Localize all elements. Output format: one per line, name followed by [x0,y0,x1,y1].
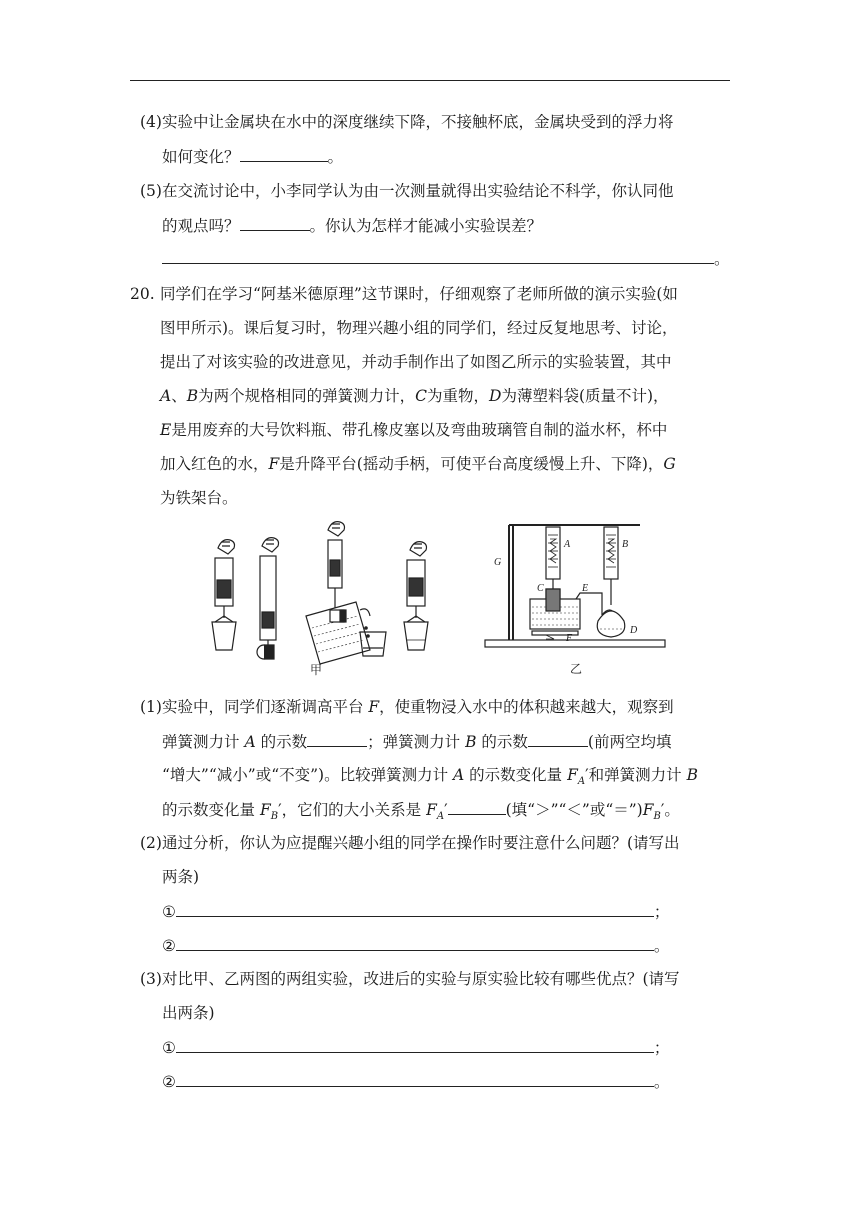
answer-blank[interactable] [176,935,654,951]
answer-blank[interactable] [528,731,588,747]
answer-blank[interactable] [307,731,367,747]
q20-part2-answer1: ① ； [162,903,670,921]
hand-icon [410,542,427,556]
q20-stem-line4: A、B为两个规格相同的弹簧测力计，C为重物，D为薄塑料袋(质量不计)， [160,387,669,405]
label-G: G [494,557,502,568]
label-C: C [537,583,544,594]
q20-stem-line6: 加入红色的水，F是升降平台(摇动手柄，可使平台高度缓慢上升、下降)，G [160,455,676,473]
q20-part1-line1: (1)实验中，同学们逐渐调高平台 F，使重物浸入水中的体积越来越大，观察到 [140,698,674,716]
answer-blank[interactable] [240,146,328,162]
q19-part4-line2: 如何变化？ 。 [162,148,344,166]
q20-stem-line3: 提出了对该实验的改进意见，并动手制作出了如图乙所示的实验装置，其中 [160,353,672,371]
q20-part2-line2: 两条) [162,868,200,886]
q19-part5-line2: 的观点吗？ 。你认为怎样才能减小实验误差？ [162,217,543,235]
q20-stem-line1: 同学们在学习“阿基米德原理”这节课时，仔细观察了老师所做的演示实验(如 [160,285,678,303]
answer-blank[interactable] [240,215,310,231]
q20-part1-line4: 的示数变化量 $F_B'$，它们的大小关系是 $F_A'$ (填“＞”“＜”或“$=”)F_B'$。 [162,801,680,823]
header-rule [130,80,730,81]
label-F: F [566,633,573,644]
answer-blank[interactable] [176,1071,654,1087]
label-B: B [622,539,629,550]
figure-label-yi: 乙 [570,662,583,676]
q20-stem-line2: 图甲所示)。课后复习时，物理兴趣小组的同学们，经过反复地思考、讨论， [160,319,678,337]
q20-stem-line5: E是用废弃的大号饮料瓶、带孔橡皮塞以及弯曲玻璃管自制的溢水杯，杯中 [160,421,668,439]
q20-stem-line7: 为铁架台。 [160,489,238,507]
hand-icon [328,522,345,536]
q20-part2-answer2: ② 。 [162,937,670,955]
figure-yi [480,515,675,680]
answer-blank[interactable] [176,901,654,917]
hand-icon [262,538,279,552]
figure-jia [200,520,445,680]
q19-part4-line1: (4)实验中让金属块在水中的深度继续下降，不接触杯底，金属块受到的浮力将 [140,113,674,131]
label-D: D [630,625,638,636]
q19-part5-line3: 。 [162,248,730,269]
q20-part3-line2: 出两条) [162,1004,215,1022]
q20-part2-line1: (2)通过分析，你认为应提醒兴趣小组的同学在操作时要注意什么问题？(请写出 [140,834,680,852]
q20-part3-answer1: ① ； [162,1039,670,1057]
answer-blank[interactable] [162,248,714,264]
label-E: E [582,583,589,594]
figure-label-jia: 甲 [310,663,323,677]
q19-part5-line1: (5)在交流讨论中，小李同学认为由一次测量就得出实验结论不科学，你认同他 [140,182,674,200]
q20-part1-line2: 弹簧测力计 A 的示数 ；弹簧测力计 B 的示数 (前两空均填 [162,733,672,751]
q20-number: 20. [130,285,155,303]
hand-icon [218,540,235,554]
q20-part3-answer2: ② 。 [162,1073,670,1091]
q20-part3-line1: (3)对比甲、乙两图的两组实验，改进后的实验与原实验比较有哪些优点？(请写 [140,970,680,988]
answer-blank[interactable] [448,799,506,815]
label-A: A [564,539,571,550]
q20-part1-line3: “增大”“减小”或“不变”)。比较弹簧测力计 A 的示数变化量 $F_A'$和弹簧测力计 B [162,766,698,788]
answer-blank[interactable] [176,1037,654,1053]
